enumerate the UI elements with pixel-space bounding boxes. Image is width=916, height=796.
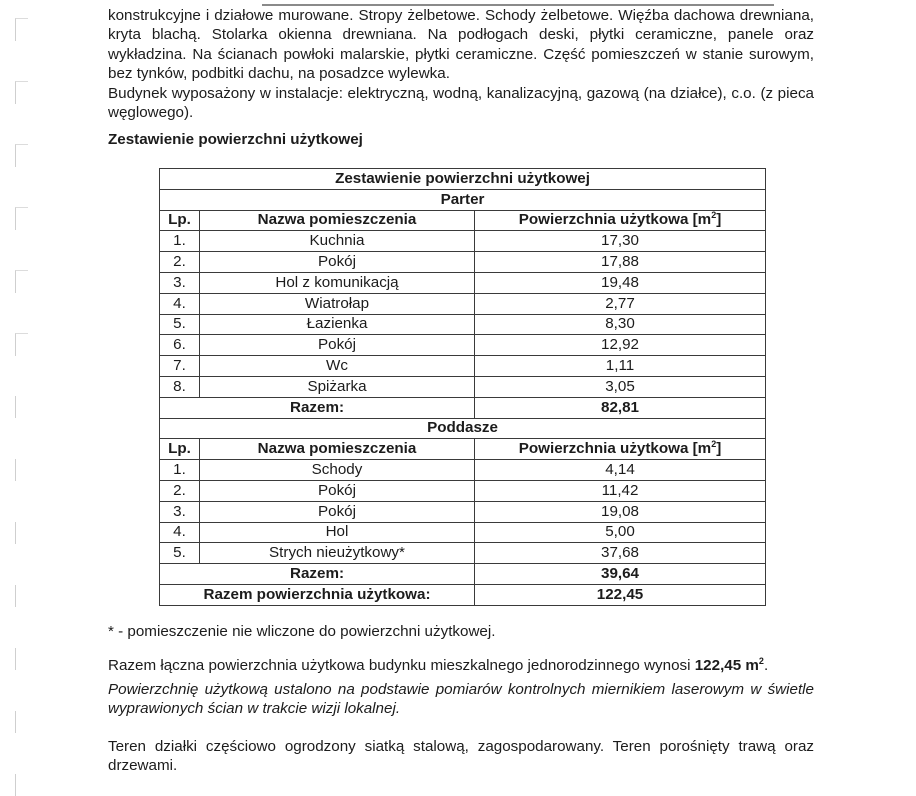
row-area: 11,42 bbox=[475, 480, 766, 501]
table-title-row bbox=[160, 169, 766, 190]
table-row bbox=[160, 356, 766, 377]
measurement-method-note: Powierzchnię użytkową ustalono na podstawie pomiarów kontrolnych miernikiem laserowym w świetle wyprawionych ścian w trakcie wizji lokalnej. bbox=[108, 681, 814, 718]
summary-text: Razem łączna powierzchnia użytkowa budynku mieszkalnego jednorodzinnego wynosi bbox=[108, 657, 695, 674]
row-lp: 2. bbox=[160, 252, 200, 273]
binding-mark bbox=[15, 585, 28, 607]
table-row bbox=[160, 272, 766, 293]
footnote: * - pomieszczenie nie wliczone do powierzchni użytkowej. bbox=[108, 623, 496, 640]
installations-paragraph: Budynek wyposażony w instalacje: elektryczną, wodną, kanalizacyjną, gazową (na działce), c.o. (z pieca węglowego). bbox=[108, 85, 814, 122]
row-lp: 5. bbox=[160, 314, 200, 335]
row-area: 19,08 bbox=[475, 501, 766, 522]
usable-area-table bbox=[159, 168, 766, 606]
row-name: Hol z komunikacją bbox=[200, 272, 475, 293]
column-header-area: Powierzchnia użytkowa $[m^2]$ bbox=[475, 210, 766, 231]
binding-mark bbox=[15, 270, 28, 293]
row-lp: 7. bbox=[160, 356, 200, 377]
subtotal-label: Razem: bbox=[160, 397, 475, 418]
row-area: 17,30 bbox=[475, 231, 766, 252]
binding-mark bbox=[15, 207, 28, 230]
table-row bbox=[160, 231, 766, 252]
subtotal-label: Razem: bbox=[160, 564, 475, 585]
grand-total-row bbox=[160, 584, 766, 605]
row-lp: 8. bbox=[160, 376, 200, 397]
table-row bbox=[160, 543, 766, 564]
binding-mark bbox=[15, 648, 28, 670]
table-row bbox=[160, 335, 766, 356]
binding-mark bbox=[15, 711, 28, 733]
subtotal-value: 82,81 bbox=[475, 397, 766, 418]
row-area: 5,00 bbox=[475, 522, 766, 543]
row-area: 37,68 bbox=[475, 543, 766, 564]
total-area-summary: Razem łączna powierzchnia użytkowa budynku mieszkalnego jednorodzinnego wynosi 122,45 $m^2$. bbox=[108, 656, 769, 674]
column-header-lp: Lp. bbox=[160, 210, 200, 231]
row-name: Strych nieużytkowy* bbox=[200, 543, 475, 564]
terrain-description: Teren działki częściowo ogrodzony siatką stalową, zagospodarowany. Teren porośnięty trawą oraz drzewami. bbox=[108, 738, 814, 775]
section-heading: Zestawienie powierzchni użytkowej bbox=[108, 131, 363, 148]
row-lp: 6. bbox=[160, 335, 200, 356]
subtotal-value: 39,64 bbox=[475, 564, 766, 585]
column-header-name: Nazwa pomieszczenia bbox=[200, 439, 475, 460]
row-name: Schody bbox=[200, 460, 475, 481]
binding-mark bbox=[15, 396, 28, 418]
subtotal-row-poddasze bbox=[160, 564, 766, 585]
row-name: Pokój bbox=[200, 480, 475, 501]
row-lp: 5. bbox=[160, 543, 200, 564]
summary-value: 122,45 $m^2$ bbox=[694, 656, 764, 674]
row-lp: 2. bbox=[160, 480, 200, 501]
row-area: 19,48 bbox=[475, 272, 766, 293]
row-area: 17,88 bbox=[475, 252, 766, 273]
row-lp: 3. bbox=[160, 501, 200, 522]
row-name: Wiatrołap bbox=[200, 293, 475, 314]
binding-mark bbox=[15, 18, 28, 41]
table-title: Zestawienie powierzchni użytkowej bbox=[160, 169, 766, 190]
table-row bbox=[160, 376, 766, 397]
row-name: Pokój bbox=[200, 335, 475, 356]
column-header-lp: Lp. bbox=[160, 439, 200, 460]
grand-total-label: Razem powierzchnia użytkowa: bbox=[160, 584, 475, 605]
construction-paragraph: konstrukcyjne i działowe murowane. Stropy żelbetowe. Schody żelbetowe. Więźba dachowa drewniana, kryta blachą. Stolarka okienna drewniana. Na podłogach deski, płytki ceramiczne, panele oraz wykładzina. Na ścianach powłoki malarskie, płytki ceramiczne. Część pomieszczeń w stanie surowym, bez tynków, podbitki dachu, na posadzce wylewka. bbox=[108, 7, 814, 83]
binding-mark bbox=[15, 522, 28, 544]
subtotal-row-parter bbox=[160, 397, 766, 418]
binding-mark bbox=[15, 81, 28, 104]
column-header-area: Powierzchnia użytkowa $[m^2]$ bbox=[475, 439, 766, 460]
row-area: 3,05 bbox=[475, 376, 766, 397]
row-name: Pokój bbox=[200, 501, 475, 522]
table-row bbox=[160, 460, 766, 481]
row-lp: 4. bbox=[160, 522, 200, 543]
row-name: Łazienka bbox=[200, 314, 475, 335]
binding-mark bbox=[15, 144, 28, 167]
row-name: Spiżarka bbox=[200, 376, 475, 397]
floor-header-row bbox=[160, 418, 766, 439]
row-area: 8,30 bbox=[475, 314, 766, 335]
column-header-row bbox=[160, 439, 766, 460]
table-row bbox=[160, 480, 766, 501]
table-row bbox=[160, 522, 766, 543]
table-row bbox=[160, 501, 766, 522]
binding-mark bbox=[15, 459, 28, 481]
binding-mark bbox=[15, 774, 28, 796]
row-area: 2,77 bbox=[475, 293, 766, 314]
row-name: Wc bbox=[200, 356, 475, 377]
floor-header-row bbox=[160, 189, 766, 210]
row-lp: 1. bbox=[160, 460, 200, 481]
floor-label-poddasze: Poddasze bbox=[160, 418, 766, 439]
row-name: Kuchnia bbox=[200, 231, 475, 252]
row-area: 1,11 bbox=[475, 356, 766, 377]
column-header-row bbox=[160, 210, 766, 231]
floor-label-parter: Parter bbox=[160, 189, 766, 210]
grand-total-value: 122,45 bbox=[475, 584, 766, 605]
row-area: 12,92 bbox=[475, 335, 766, 356]
column-header-name: Nazwa pomieszczenia bbox=[200, 210, 475, 231]
row-lp: 4. bbox=[160, 293, 200, 314]
row-lp: 3. bbox=[160, 272, 200, 293]
table-row bbox=[160, 293, 766, 314]
binding-margin-marks bbox=[0, 0, 40, 790]
row-area: 4,14 bbox=[475, 460, 766, 481]
table-row bbox=[160, 252, 766, 273]
binding-mark bbox=[15, 333, 28, 356]
table-row bbox=[160, 314, 766, 335]
row-name: Hol bbox=[200, 522, 475, 543]
row-name: Pokój bbox=[200, 252, 475, 273]
row-lp: 1. bbox=[160, 231, 200, 252]
